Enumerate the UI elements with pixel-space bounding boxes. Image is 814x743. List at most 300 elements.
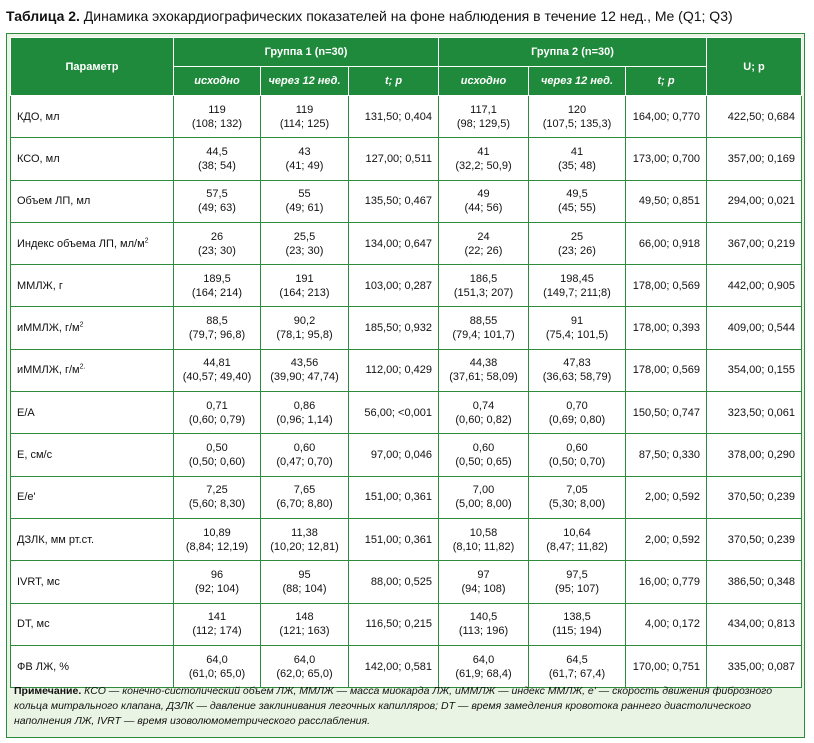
- cell-quartiles: (41; 49): [285, 159, 324, 172]
- cell-quartiles: (115; 194): [552, 625, 602, 638]
- cell-g2-baseline: [439, 349, 529, 391]
- table-row: [11, 434, 802, 476]
- cell-g1-tp: [349, 180, 439, 222]
- table-row: [11, 265, 802, 307]
- cell-param: [11, 603, 174, 645]
- cell-g1-after: [261, 476, 349, 518]
- cell-median: 0,60: [472, 442, 495, 455]
- cell-median: 44,38: [469, 357, 498, 370]
- cell-g1-baseline: [174, 476, 261, 518]
- table-caption: [6, 7, 733, 25]
- cell-g2-after: [529, 518, 626, 560]
- header-group1: Группа 1 (n=30): [174, 38, 439, 67]
- cell-median: 91: [570, 315, 584, 328]
- cell-g2-after: [529, 138, 626, 180]
- cell-u: [707, 476, 802, 518]
- cell-median: 64,0: [206, 653, 228, 666]
- cell-quartiles: (0,50; 0,70): [548, 456, 606, 469]
- cell-g1-after: [261, 307, 349, 349]
- cell-g1-baseline: [174, 96, 261, 138]
- cell-param: [11, 138, 174, 180]
- cell-median: 120: [567, 103, 587, 116]
- cell-tp: 116,50; 0,215: [365, 618, 432, 631]
- cell-g2-baseline: [439, 434, 529, 476]
- cell-g2-tp: [626, 434, 707, 476]
- param-label: иММЛЖ, г/м: [17, 364, 80, 377]
- cell-quartiles: (61,9; 68,4): [455, 667, 512, 680]
- cell-u: 335,00; 0,087: [727, 660, 795, 673]
- cell-u: [707, 392, 802, 434]
- cell-quartiles: (164; 214): [191, 286, 243, 299]
- cell-median: 119: [295, 103, 314, 116]
- cell-g1-after: [261, 561, 349, 603]
- cell-quartiles: (5,60; 8,30): [188, 498, 246, 511]
- cell-g1-after: [261, 434, 349, 476]
- cell-g1-tp: [349, 518, 439, 560]
- cell-g2-after: [529, 180, 626, 222]
- cell-quartiles: (61,7; 67,4): [548, 667, 606, 680]
- cell-quartiles: (32,2; 50,9): [455, 159, 512, 172]
- table-container: [6, 33, 805, 738]
- cell-g2-baseline: [439, 645, 529, 687]
- cell-tp: 173,00; 0,700: [632, 152, 700, 165]
- cell-u: [707, 561, 802, 603]
- cell-quartiles: (92; 104): [194, 582, 240, 595]
- cell-quartiles: (149,7; 211;8): [543, 286, 611, 299]
- cell-quartiles: (98; 129,5): [456, 117, 511, 130]
- cell-quartiles: (23; 30): [285, 244, 324, 257]
- cell-quartiles: (49; 63): [198, 202, 236, 215]
- cell-quartiles: (45; 55): [558, 202, 596, 215]
- cell-median: 24: [477, 230, 490, 243]
- cell-g1-tp: [349, 645, 439, 687]
- cell-g1-baseline: [174, 518, 261, 560]
- cell-tp: 151,00; 0,361: [364, 533, 432, 546]
- cell-tp: 185,50; 0,932: [364, 322, 432, 335]
- cell-tp: 66,00; 0,918: [638, 237, 700, 250]
- cell-median: 97,5: [566, 568, 588, 581]
- cell-u: [707, 307, 802, 349]
- cell-u: [707, 180, 802, 222]
- param-sup: 2: [144, 236, 149, 244]
- cell-g2-after: [529, 561, 626, 603]
- cell-median: 96: [210, 568, 224, 581]
- cell-quartiles: (23; 30): [198, 244, 236, 257]
- cell-tp: 127,00; 0,511: [365, 152, 432, 165]
- cell-median: 44,81: [203, 357, 231, 370]
- cell-median: 141: [207, 611, 227, 624]
- cell-quartiles: (0,60; 0,79): [188, 413, 246, 426]
- param-label: Е/А: [17, 406, 35, 419]
- cell-param: [11, 476, 174, 518]
- cell-median: 55: [298, 188, 311, 201]
- cell-tp: 178,00; 0,393: [632, 322, 700, 335]
- table-row: [11, 392, 802, 434]
- cell-quartiles: (40,57; 49,40): [182, 371, 252, 384]
- cell-median: 10,64: [563, 526, 591, 539]
- cell-g2-tp: [626, 645, 707, 687]
- cell-param: [11, 645, 174, 687]
- cell-g2-baseline: [439, 603, 529, 645]
- header-g2-baseline: исходно: [439, 67, 529, 96]
- table-row: [11, 518, 802, 560]
- cell-g2-after: [529, 392, 626, 434]
- header-param: Параметр: [11, 38, 174, 96]
- cell-g1-tp: [349, 96, 439, 138]
- cell-quartiles: (113; 196): [458, 625, 509, 638]
- cell-quartiles: (8,47; 11,82): [546, 540, 608, 553]
- cell-median: 198,45: [560, 272, 594, 285]
- cell-param: [11, 222, 174, 264]
- cell-quartiles: (62,0; 65,0): [276, 667, 333, 680]
- cell-median: 95: [298, 568, 311, 581]
- cell-tp: 2,00; 0,592: [644, 491, 700, 504]
- cell-g2-baseline: [439, 96, 529, 138]
- echo-table: [10, 37, 802, 688]
- cell-g1-after: [261, 96, 349, 138]
- cell-quartiles: (164; 213): [279, 286, 330, 299]
- cell-g1-tp: [349, 265, 439, 307]
- cell-median: 0,60: [293, 442, 316, 455]
- cell-quartiles: (0,50; 0,65): [455, 456, 512, 469]
- cell-quartiles: (8,84; 12,19): [185, 540, 249, 553]
- cell-median: 0,70: [566, 399, 588, 412]
- param-label: Объем ЛП, мл: [17, 195, 91, 208]
- cell-tp: 164,00; 0,770: [632, 110, 700, 123]
- caption-label: Таблица 2.: [6, 8, 80, 24]
- cell-quartiles: (88; 104): [282, 582, 327, 595]
- cell-median: 41: [477, 145, 490, 158]
- cell-g1-after: [261, 645, 349, 687]
- cell-param: [11, 265, 174, 307]
- cell-tp: 150,50; 0,747: [632, 406, 700, 419]
- param-label: КСО, мл: [17, 152, 60, 165]
- cell-quartiles: (23; 26): [558, 244, 596, 257]
- cell-quartiles: (94; 108): [461, 582, 506, 595]
- cell-quartiles: (0,47; 0,70): [276, 456, 333, 469]
- cell-u: 323,50; 0,061: [727, 406, 795, 419]
- table-row: [11, 222, 802, 264]
- cell-g1-after: [261, 349, 349, 391]
- cell-g1-after: [261, 603, 349, 645]
- cell-g1-baseline: [174, 645, 261, 687]
- cell-median: 57,5: [206, 188, 228, 201]
- cell-quartiles: (0,50; 0,60): [188, 456, 246, 469]
- cell-g2-after: [529, 476, 626, 518]
- header-g1-after: через 12 нед.: [261, 67, 349, 96]
- cell-quartiles: (107,5; 135,3): [542, 117, 612, 130]
- cell-median: 88,5: [206, 315, 228, 328]
- cell-median: 117,1: [470, 103, 497, 116]
- cell-g1-baseline: [174, 392, 261, 434]
- cell-tp: 135,50; 0,467: [364, 195, 432, 208]
- cell-median: 88,55: [469, 315, 498, 328]
- cell-quartiles: (75,4; 101,5): [545, 329, 609, 342]
- cell-g1-baseline: [174, 307, 261, 349]
- cell-g1-tp: [349, 434, 439, 476]
- cell-u: [707, 434, 802, 476]
- cell-param: [11, 307, 174, 349]
- cell-tp: 56,00; <0,001: [364, 406, 432, 419]
- cell-tp: 112,00; 0,429: [365, 364, 432, 377]
- cell-median: 7,65: [293, 484, 316, 497]
- cell-tp: 88,00; 0,525: [370, 575, 432, 588]
- cell-quartiles: (114; 125): [279, 117, 330, 130]
- cell-u: 422,50; 0,684: [727, 110, 795, 123]
- param-label: Индекс объема ЛП, мл/м: [17, 237, 145, 250]
- cell-g2-tp: [626, 265, 707, 307]
- cell-tp: 178,00; 0,569: [632, 364, 700, 377]
- cell-u: 386,50; 0,348: [727, 575, 795, 588]
- cell-quartiles: (38; 54): [198, 159, 236, 172]
- cell-median: 47,83: [563, 357, 591, 370]
- cell-param: [11, 180, 174, 222]
- cell-param: [11, 349, 174, 391]
- cell-g2-baseline: [439, 265, 529, 307]
- cell-quartiles: (49; 61): [285, 202, 324, 215]
- cell-quartiles: (0,60; 0,82): [455, 413, 512, 426]
- cell-quartiles: (0,96; 1,14): [276, 413, 333, 426]
- header-g1-tp: t; p: [349, 67, 439, 96]
- cell-median: 43,56: [290, 357, 319, 370]
- table-row: [11, 603, 802, 645]
- cell-quartiles: (79,7; 96,8): [188, 329, 246, 342]
- cell-quartiles: (121; 163): [279, 625, 330, 638]
- cell-g2-after: [529, 222, 626, 264]
- cell-u: [707, 96, 802, 138]
- cell-g1-after: [261, 265, 349, 307]
- cell-g2-baseline: [439, 561, 529, 603]
- table-row: [11, 96, 802, 138]
- cell-quartiles: (35; 48): [558, 159, 596, 172]
- cell-g1-baseline: [174, 265, 261, 307]
- param-label: Е, см/с: [17, 449, 53, 462]
- cell-u: [707, 603, 802, 645]
- table-row: [11, 180, 802, 222]
- cell-g2-baseline: [439, 138, 529, 180]
- cell-g1-tp: [349, 222, 439, 264]
- header-group2: Группа 2 (n=30): [439, 38, 707, 67]
- cell-g2-tp: [626, 307, 707, 349]
- cell-quartiles: (39,90; 47,74): [270, 371, 339, 384]
- cell-g2-tp: [626, 603, 707, 645]
- note-text: КСО — конечно-систолический объем ЛЖ, ММЛЖ — масса миокарда ЛЖ, иММЛЖ — индекс ММЛЖ, е' — скорость движения фиброзного кольца митрального клапана, ДЗЛК — давление заклинивания легочных капилляров; DT — время замедления кровотока раннего диастолического наполнения ЛЖ, IVRT — время изоволюмометрического расслабления.: [14, 685, 773, 727]
- cell-u: 294,00; 0,021: [727, 195, 795, 208]
- cell-quartiles: (5,00; 8,00): [455, 498, 512, 511]
- cell-param: [11, 434, 174, 476]
- cell-tp: 103,00; 0,287: [364, 279, 432, 292]
- cell-median: 186,5: [469, 272, 498, 285]
- cell-tp: 4,00; 0,172: [644, 618, 700, 631]
- cell-u: 357,00; 0,169: [727, 152, 795, 165]
- cell-g1-tp: [349, 307, 439, 349]
- cell-median: 25: [570, 230, 584, 243]
- cell-g2-after: [529, 434, 626, 476]
- cell-u: [707, 222, 802, 264]
- cell-median: 64,0: [293, 653, 316, 666]
- cell-tp: 49,50; 0,851: [638, 195, 700, 208]
- cell-median: 64,0: [472, 653, 495, 666]
- cell-g2-tp: [626, 349, 707, 391]
- cell-g1-baseline: [174, 434, 261, 476]
- cell-u: 409,00; 0,544: [727, 322, 795, 335]
- cell-median: 119: [208, 103, 226, 116]
- cell-median: 7,00: [472, 484, 495, 497]
- cell-u: 370,50; 0,239: [727, 491, 795, 504]
- table-note: [14, 684, 798, 729]
- cell-median: 148: [295, 611, 314, 624]
- cell-g2-tp: [626, 96, 707, 138]
- cell-quartiles: (44; 56): [464, 202, 503, 215]
- cell-tp: 151,00; 0,361: [364, 491, 432, 504]
- cell-quartiles: (95; 107): [554, 582, 600, 595]
- cell-u: [707, 349, 802, 391]
- cell-g1-after: [261, 180, 349, 222]
- cell-quartiles: (151,3; 207): [453, 286, 514, 299]
- cell-param: [11, 518, 174, 560]
- cell-u: 378,00; 0,290: [727, 449, 795, 462]
- note-label: Примечание.: [14, 685, 82, 697]
- header-g2-tp: t; p: [626, 67, 707, 96]
- cell-median: 97: [477, 568, 490, 581]
- cell-median: 0,60: [566, 442, 588, 455]
- cell-g1-after: [261, 518, 349, 560]
- param-label: IVRT, мс: [17, 575, 60, 588]
- cell-median: 43: [298, 145, 311, 158]
- cell-tp: 2,00; 0,592: [644, 533, 700, 546]
- cell-g2-tp: [626, 138, 707, 180]
- cell-g1-after: [261, 138, 349, 180]
- cell-quartiles: (0,69; 0,80): [548, 413, 606, 426]
- cell-median: 7,05: [566, 484, 588, 497]
- param-label: ФВ ЛЖ, %: [17, 660, 70, 673]
- cell-u: [707, 265, 802, 307]
- cell-g1-baseline: [174, 180, 261, 222]
- cell-g2-baseline: [439, 180, 529, 222]
- param-label: DT, мс: [17, 618, 50, 631]
- cell-median: 90,2: [293, 315, 316, 328]
- caption-text: Динамика эхокардиографических показателей на фоне наблюдения в течение 12 нед., Me (Q1; Q3): [79, 8, 733, 24]
- cell-u: 442,00; 0,905: [727, 279, 795, 292]
- cell-g2-after: [529, 265, 626, 307]
- cell-g2-baseline: [439, 307, 529, 349]
- cell-median: 49,5: [566, 188, 588, 201]
- cell-g1-tp: [349, 349, 439, 391]
- param-label: ДЗЛК, мм рт.ст.: [17, 533, 95, 546]
- cell-quartiles: (22; 26): [464, 244, 503, 257]
- param-label: иММЛЖ, г/м: [17, 322, 80, 335]
- cell-g1-tp: [349, 138, 439, 180]
- cell-tp: 178,00; 0,569: [632, 279, 700, 292]
- cell-tp: 16,00; 0,779: [638, 575, 700, 588]
- cell-g1-baseline: [174, 561, 261, 603]
- param-sup: 2: [79, 321, 84, 329]
- cell-u: 370,50; 0,239: [727, 533, 795, 546]
- cell-median: 11,38: [291, 526, 318, 539]
- cell-tp: 170,00; 0,751: [632, 660, 700, 673]
- cell-quartiles: (61,0; 65,0): [188, 667, 246, 680]
- header-u: U; p: [707, 38, 802, 96]
- cell-param: [11, 392, 174, 434]
- cell-g2-tp: [626, 476, 707, 518]
- cell-quartiles: (10,20; 12,81): [270, 540, 339, 553]
- cell-median: 0,71: [206, 399, 228, 412]
- table-row: [11, 307, 802, 349]
- cell-g1-baseline: [174, 138, 261, 180]
- cell-g2-after: [529, 96, 626, 138]
- cell-tp: 87,50; 0,330: [638, 449, 700, 462]
- cell-median: 0,50: [206, 442, 228, 455]
- cell-median: 10,58: [469, 526, 498, 539]
- cell-u: 434,00; 0,813: [727, 618, 795, 631]
- cell-g1-tp: [349, 476, 439, 518]
- cell-g2-after: [529, 603, 626, 645]
- cell-g1-baseline: [174, 349, 261, 391]
- cell-median: 140,5: [469, 611, 498, 624]
- cell-quartiles: (78,1; 95,8): [276, 329, 333, 342]
- param-label: Е/е': [17, 491, 36, 504]
- cell-tp: 131,50; 0,404: [364, 110, 432, 123]
- param-label: КДО, мл: [17, 110, 60, 123]
- cell-g1-tp: [349, 561, 439, 603]
- table-body: [11, 96, 802, 688]
- cell-quartiles: (79,4; 101,7): [452, 329, 515, 342]
- table-row: [11, 561, 802, 603]
- cell-quartiles: (37,61; 58,09): [449, 371, 518, 384]
- cell-u: [707, 518, 802, 560]
- cell-median: 49: [477, 188, 490, 201]
- cell-g1-after: [261, 392, 349, 434]
- cell-u: [707, 138, 802, 180]
- cell-quartiles: (108; 132): [191, 117, 243, 130]
- cell-g2-baseline: [439, 476, 529, 518]
- cell-param: [11, 96, 174, 138]
- param-sup: 2.: [79, 363, 86, 371]
- cell-tp: 97,00; 0,046: [370, 449, 432, 462]
- cell-g2-tp: [626, 561, 707, 603]
- cell-median: 191: [295, 272, 314, 285]
- cell-quartiles: (5,30; 8,00): [548, 498, 606, 511]
- cell-g1-baseline: [174, 222, 261, 264]
- table-row: [11, 138, 802, 180]
- header-g1-baseline: исходно: [174, 67, 261, 96]
- cell-g2-after: [529, 645, 626, 687]
- cell-g2-tp: [626, 222, 707, 264]
- cell-g1-baseline: [174, 603, 261, 645]
- cell-quartiles: (112; 174): [192, 625, 242, 638]
- cell-median: 64,5: [566, 653, 588, 666]
- cell-g1-after: [261, 222, 349, 264]
- header-g2-after: через 12 нед.: [529, 67, 626, 96]
- cell-g2-tp: [626, 518, 707, 560]
- cell-g2-tp: [626, 180, 707, 222]
- cell-g2-tp: [626, 392, 707, 434]
- cell-g2-baseline: [439, 222, 529, 264]
- cell-u: 354,00; 0,155: [727, 364, 795, 377]
- param-label: ММЛЖ, г: [17, 279, 63, 292]
- cell-median: 25,5: [293, 230, 316, 243]
- cell-median: 0,74: [472, 399, 495, 412]
- cell-g1-tp: [349, 392, 439, 434]
- cell-median: 26: [210, 230, 224, 243]
- cell-median: 189,5: [203, 272, 231, 285]
- table-row: [11, 645, 802, 687]
- cell-median: 0,86: [293, 399, 316, 412]
- cell-tp: 134,00; 0,647: [364, 237, 432, 250]
- cell-quartiles: (36,63; 58,79): [542, 371, 612, 384]
- cell-tp: 142,00; 0,581: [364, 660, 432, 673]
- cell-median: 10,89: [203, 526, 231, 539]
